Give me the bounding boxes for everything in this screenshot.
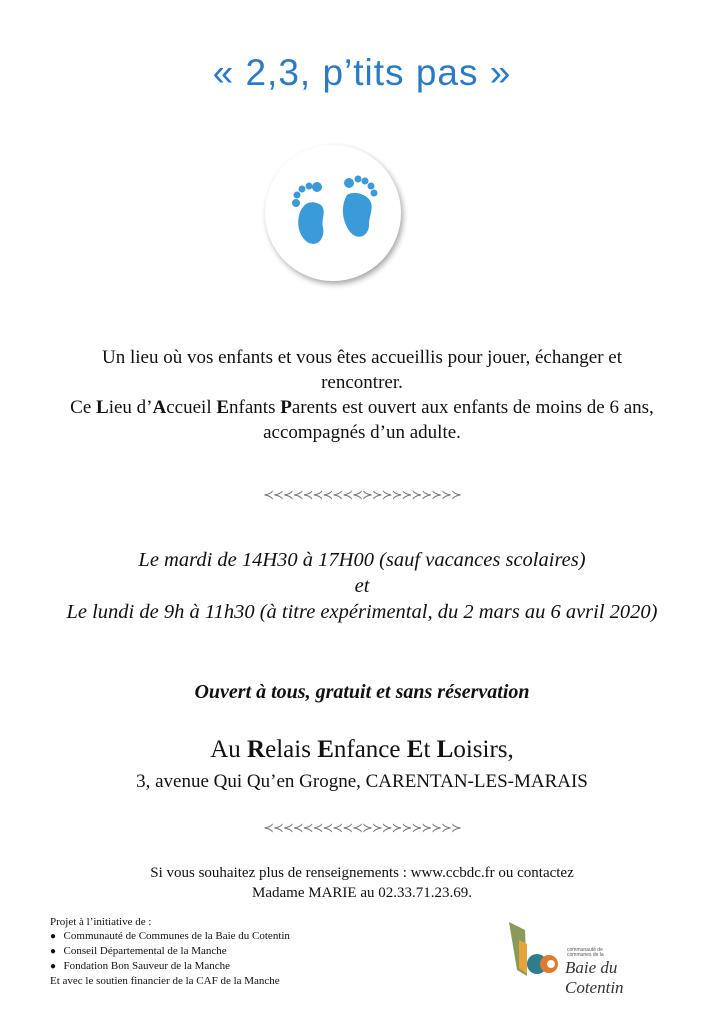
credit-item: ● Fondation Bon Sauveur de la Manche [50, 959, 290, 974]
contact-line-2: Madame MARIE au 02.33.71.23.69. [252, 885, 472, 901]
credits-heading: Projet à l’initiative de : [50, 916, 152, 928]
credit-item: ● Conseil Départemental de la Manche [50, 944, 290, 959]
logo-name: Baie du Cotentin [565, 958, 624, 997]
schedule-tuesday: Le mardi de 14H30 à 17H00 (sauf vacances scolaires) [138, 549, 586, 571]
intro-line-1: Un lieu où vos enfants et vous êtes accueillis pour jouer, échanger et rencontrer. [102, 347, 622, 393]
separator: ≺≺≺≺≺≺≺≺≺≺≻≻≻≻≻≻≻≻≻≻ [263, 820, 461, 835]
ccbdc-logo [505, 920, 665, 997]
venue-name: Au Relais Enfance Et Loisirs, [210, 736, 514, 763]
credit-item: ● Communauté de Communes de la Baie du Cotentin [50, 929, 290, 944]
credits-footer: Et avec le soutien financier de la CAF de la Manche [50, 975, 280, 987]
open-notice: Ouvert à tous, gratuit et sans réservation [194, 681, 530, 703]
contact-line-1: Si vous souhaitez plus de renseignements : www.ccbdc.fr ou contactez [150, 865, 574, 881]
page-title: « 2,3, p’tits pas » [212, 52, 512, 93]
separator: ≺≺≺≺≺≺≺≺≺≺≻≻≻≻≻≻≻≻≻≻ [263, 487, 461, 502]
credits [50, 915, 290, 988]
intro-text [0, 345, 724, 445]
schedule [0, 547, 724, 625]
logo-subtitle: communauté de communes de la [567, 947, 604, 958]
footprints-icon [265, 145, 401, 281]
contact-info [0, 863, 724, 903]
schedule-and: et [354, 575, 370, 597]
venue-address: 3, avenue Qui Qu’en Grogne, CARENTAN-LES-MARAIS [136, 771, 588, 792]
intro-line-2: Ce Lieu d’Accueil Enfants Parents est ouvert aux enfants de moins de 6 ans, accompagnés d’un adulte. [70, 397, 654, 443]
schedule-monday: Le lundi de 9h à 11h30 (à titre expérimental, du 2 mars au 6 avril 2020) [66, 601, 658, 623]
footprints-logo [265, 145, 401, 281]
